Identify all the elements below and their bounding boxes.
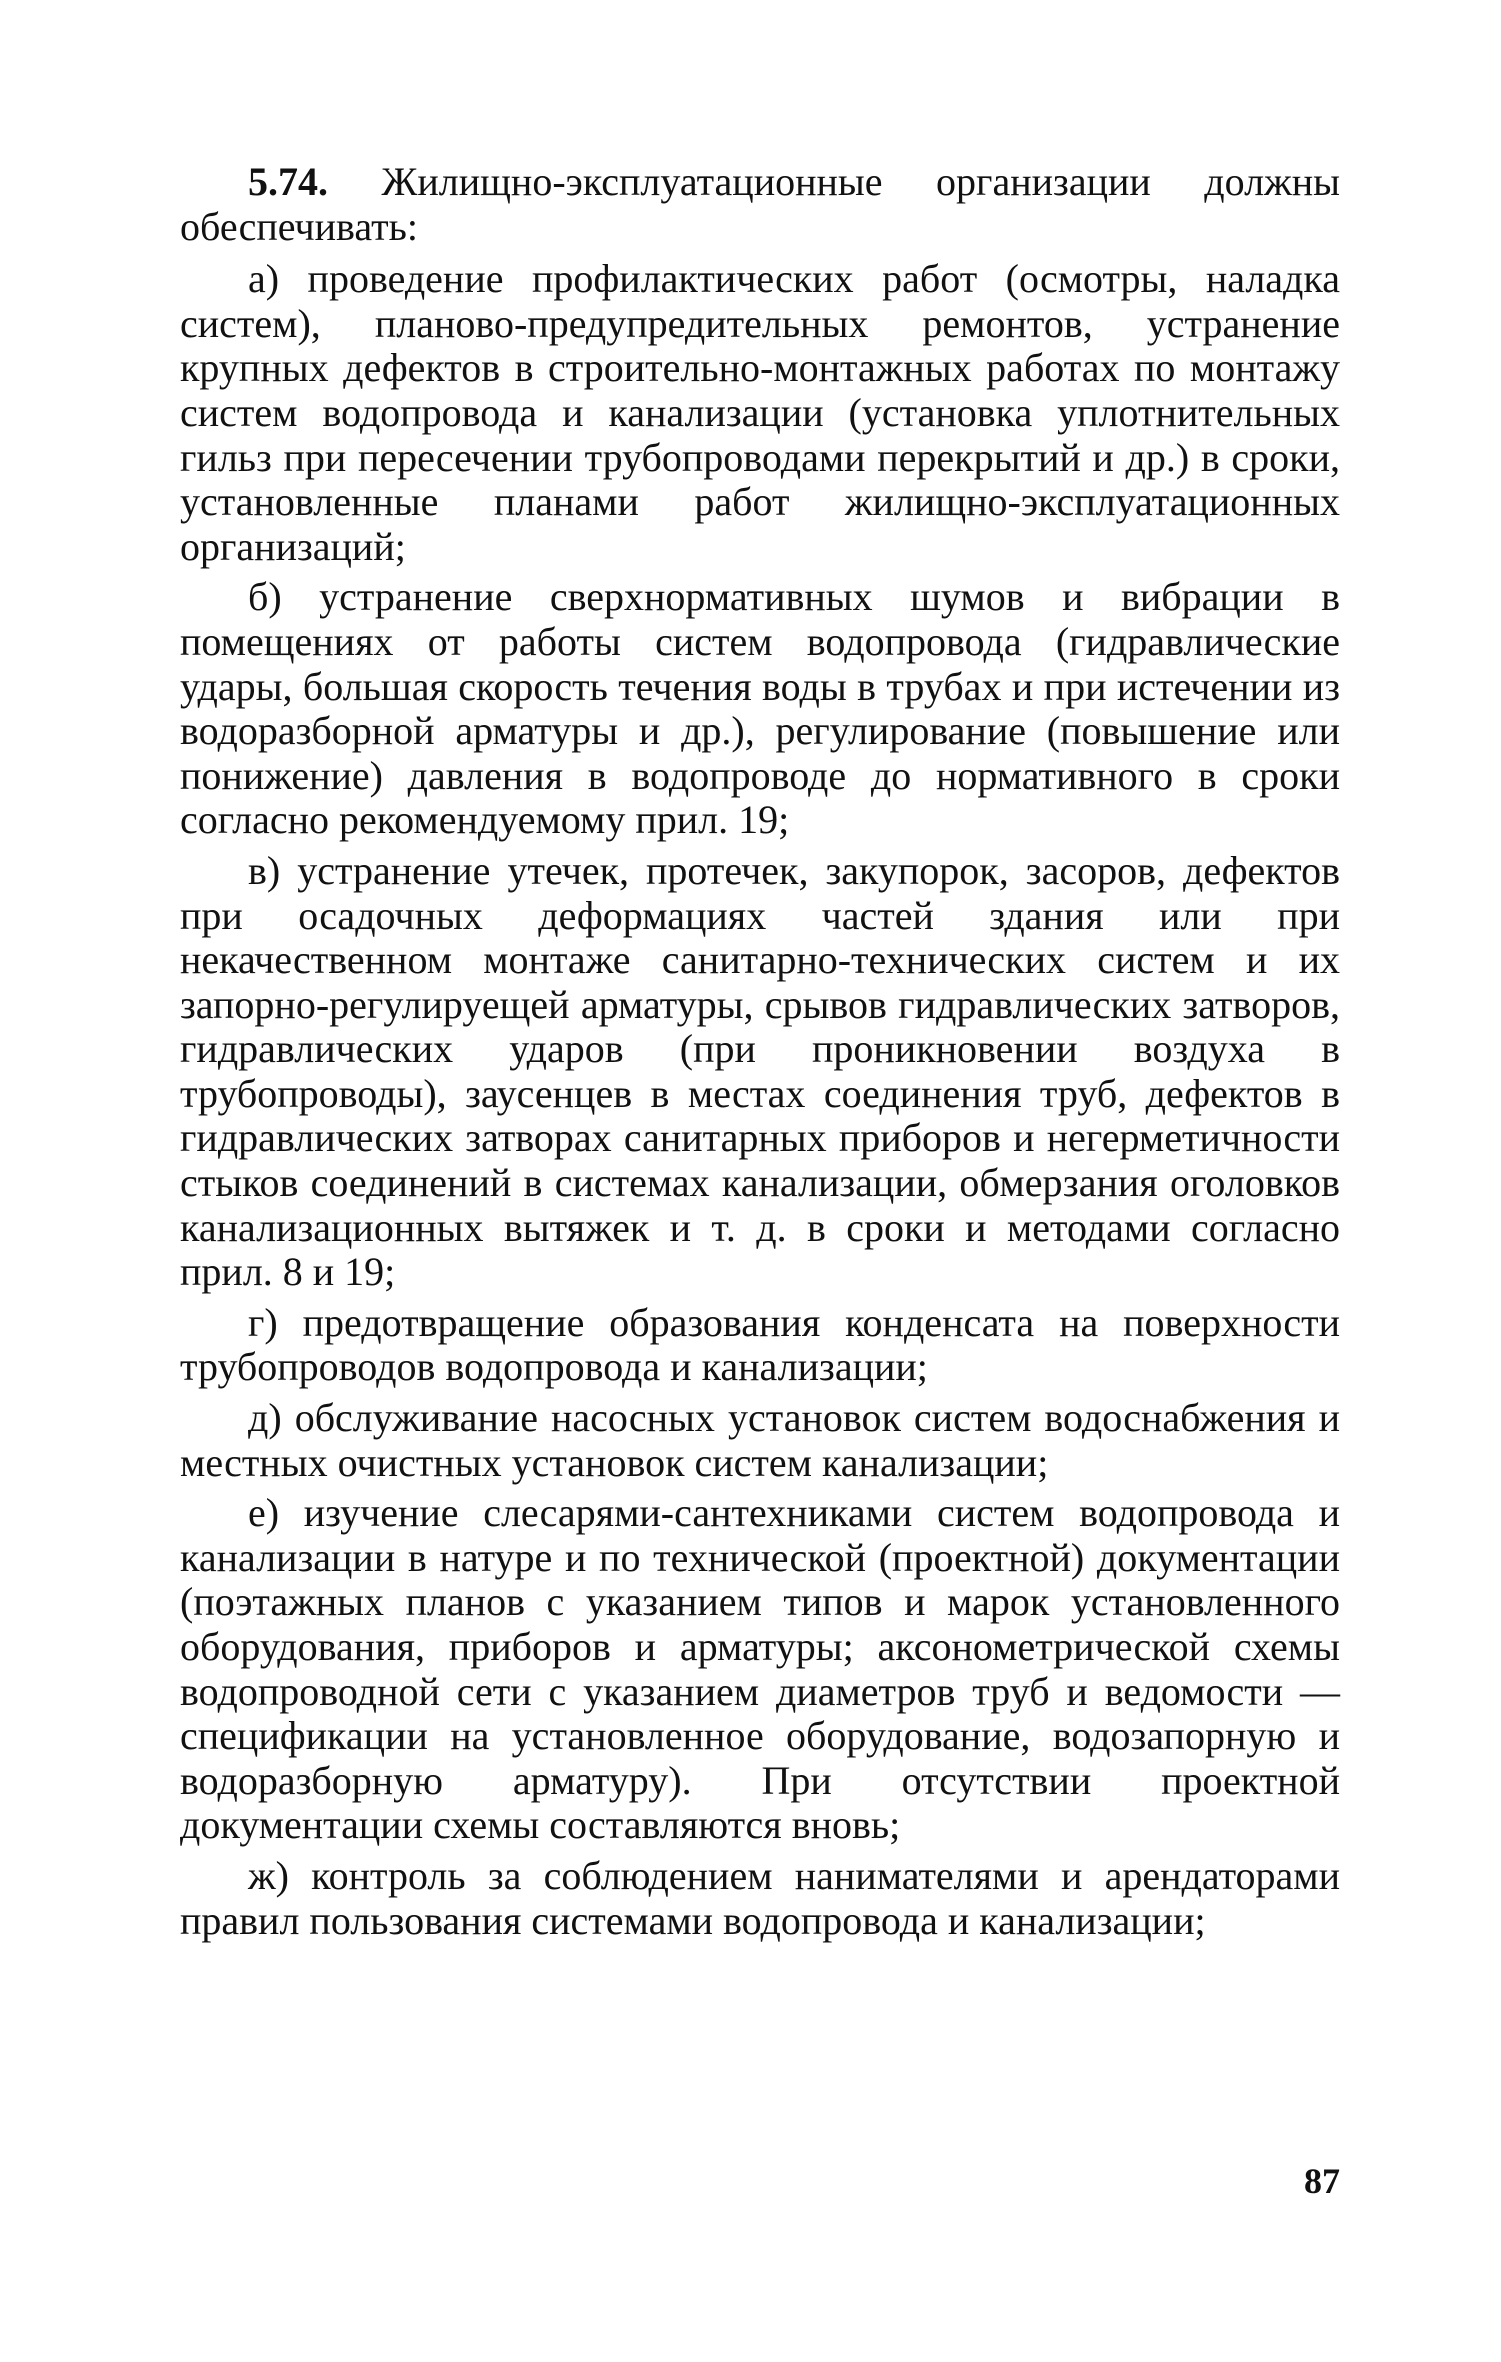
list-item-v: в) устранение утечек, протечек, закупорок, засоров, дефектов при осадочных деформациях частей здания или при некачественном монтаже санитарно-технических систем и их запорно-регулируещей арматуры, срывов гидравлических затворов, гидравлических ударов (при проникновении воздуха в трубопроводы), заусенцев в местах соединения труб, дефектов в гидравлических затворах санитарных приборов и негерметичности стыков соединений в системах канализации, обмерзания оголовков канализационных вытяжек и т. д. в сроки и методами согласно прил. 8 и 19; [180,847,1340,1295]
document-page [180,160,1340,1949]
list-item-a: а) проведение профилактических работ (осмотры, наладка систем), планово-предупредительных ремонтов, устранение крупных дефектов в строительно-монтажных работах по монтажу систем водопровода и канализации (установка уплотнительных гильз при пересечении трубопроводами перекрытий и др.) в сроки, установленные планами работ жилищно-эксплуатационных организаций; [180,256,1340,569]
section-intro-text: Жилищно-эксплуатационные организации должны обеспечивать: [180,159,1341,249]
section-number: 5.74. [248,159,328,204]
list-item-e: е) изучение слесарями-сантехниками систем водопровода и канализации в натуре и по технической (проектной) документации (поэтажных планов с указанием типов и марок установленного оборудования, приборов и арматуры; аксонометрической схемы водопроводной сети с указанием диаметров труб и ведомости — спецификации на установленное оборудование, водозапорную и водоразборную арматуру). При отсутствии проектной документации схемы составляются вновь; [180,1490,1340,1848]
list-item-b: б) устранение сверхнормативных шумов и вибрации в помещениях от работы систем водопровода (гидравлические удары, большая скорость течения воды в трубах и при истечении из водоразборной арматуры и др.), регулирование (повышение или понижение) давления в водопроводе до нормативного в сроки согласно рекомендуемому прил. 19; [180,574,1340,843]
list-item-zh: ж) контроль за соблюдением нанимателями и арендаторами правил пользования системами водопровода и канализации; [180,1852,1340,1943]
list-item-d: д) обслуживание насосных установок систем водоснабжения и местных очистных установок систем канализации; [180,1395,1340,1485]
section-intro-paragraph [180,160,1340,249]
list-item-g: г) предотвращение образования конденсата на поверхности трубопроводов водопровода и канализации; [180,1299,1340,1390]
page-number: 87 [1304,2161,1340,2201]
